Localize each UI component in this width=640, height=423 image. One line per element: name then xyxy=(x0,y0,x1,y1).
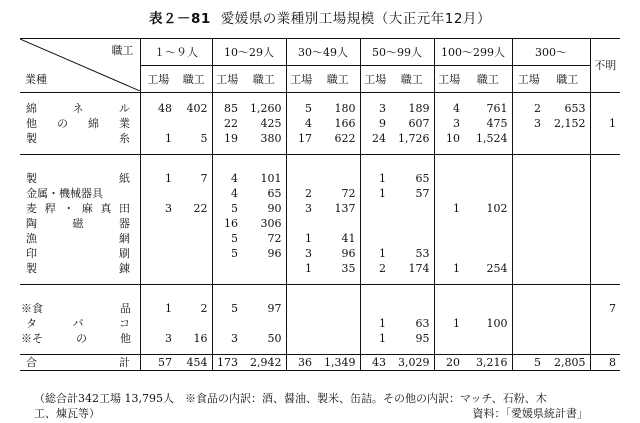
row-label-part: 他 xyxy=(120,332,131,345)
factory-count-cell xyxy=(512,186,545,201)
worker-count-cell: 102 xyxy=(486,202,508,215)
row-label-part: 紙 xyxy=(119,172,130,185)
unknown-cell xyxy=(590,171,620,186)
factory-count-cell xyxy=(512,231,545,246)
factory-count-cell xyxy=(434,301,464,316)
worker-count-cell xyxy=(176,116,212,131)
factory-count-cell: 24 xyxy=(360,131,390,146)
unknown-cell xyxy=(590,101,620,116)
factory-count-cell: 5 xyxy=(512,355,545,371)
row-label-part: の xyxy=(57,117,68,130)
worker-count-cell xyxy=(316,301,360,316)
unknown-cell: 1 xyxy=(590,116,620,131)
factory-count-cell: 3 xyxy=(140,331,176,346)
row-label-part: 製 xyxy=(26,172,37,185)
worker-count-cell: 761 xyxy=(486,102,508,115)
factory-count-cell xyxy=(140,116,176,131)
worker-count-cell: 95 xyxy=(415,332,430,345)
worker-count-cell xyxy=(390,231,434,246)
worker-count-cell: 2 xyxy=(200,302,208,315)
factory-count-header: 工場 xyxy=(512,66,545,93)
unknown-cell xyxy=(590,231,620,246)
worker-count-cell xyxy=(176,261,212,276)
factory-count-cell: 10 xyxy=(434,131,464,146)
factory-count-cell: 57 xyxy=(140,355,176,371)
table-row xyxy=(20,116,620,131)
factory-count-cell xyxy=(512,331,545,346)
unknown-cell xyxy=(590,131,620,146)
factory-count-cell xyxy=(512,216,545,231)
worker-count-cell: 137 xyxy=(334,202,356,215)
factory-count-cell: 5 xyxy=(286,101,316,116)
factory-count-cell: 3 xyxy=(286,246,316,261)
table-number: 表２－81 xyxy=(149,11,211,27)
row-label-part: ル xyxy=(119,102,130,115)
row-label xyxy=(20,171,140,186)
factory-count-cell: 3 xyxy=(512,116,545,131)
row-label-part: 品 xyxy=(120,302,131,315)
worker-count-cell xyxy=(242,316,286,331)
factory-count-cell xyxy=(434,186,464,201)
factory-count-cell: 1 xyxy=(360,316,390,331)
factory-count-cell xyxy=(212,261,242,276)
worker-count-cell: 3,216 xyxy=(464,355,512,371)
factory-count-cell: 2 xyxy=(512,101,545,116)
worker-count-cell: 402 xyxy=(186,102,208,115)
row-label-part: 錬 xyxy=(119,262,130,275)
row-label-part: 漁 xyxy=(26,232,37,245)
row-label-part: 合 xyxy=(26,356,37,369)
row-label xyxy=(20,231,140,246)
row-label xyxy=(20,216,140,231)
table-row xyxy=(20,186,620,201)
table-row xyxy=(20,301,620,316)
worker-count-header: 職工 xyxy=(242,66,286,93)
source-note: 資料：「愛媛県統計書」 xyxy=(472,407,588,420)
worker-count-cell xyxy=(176,231,212,246)
worker-count-cell xyxy=(316,331,360,346)
worker-count-cell xyxy=(545,186,590,201)
row-label-part: ※そ xyxy=(21,332,43,345)
factory-count-cell xyxy=(140,246,176,261)
worker-count-cell xyxy=(545,216,590,231)
group-header: 300～ xyxy=(512,39,590,66)
worker-count-cell: 454 xyxy=(176,355,212,371)
worker-count-cell xyxy=(390,201,434,216)
row-label-part: 真 xyxy=(100,202,112,215)
factory-count-cell xyxy=(434,246,464,261)
worker-count-cell: 5 xyxy=(200,132,208,145)
factory-count-cell: 4 xyxy=(286,116,316,131)
worker-count-cell: 2,805 xyxy=(545,355,590,371)
factory-count-cell xyxy=(286,331,316,346)
worker-count-cell: 72 xyxy=(267,232,282,245)
factory-count-cell xyxy=(512,246,545,261)
factory-count-cell: 5 xyxy=(212,246,242,261)
table-row xyxy=(20,316,620,331)
corner-label-industry: 業種 xyxy=(25,73,47,86)
factory-count-cell: 1 xyxy=(360,246,390,261)
worker-count-cell: 653 xyxy=(564,102,586,115)
row-label xyxy=(20,301,140,316)
unknown-cell xyxy=(590,216,620,231)
worker-count-cell: 35 xyxy=(341,262,356,275)
worker-count-cell: 2,942 xyxy=(242,355,286,371)
worker-count-cell: 22 xyxy=(193,202,208,215)
row-label-part: 他 xyxy=(26,117,37,130)
factory-count-cell: 85 xyxy=(212,101,242,116)
table-row xyxy=(20,101,620,116)
factory-count-cell xyxy=(434,171,464,186)
factory-count-cell xyxy=(140,261,176,276)
row-label-part: 麻 xyxy=(81,202,93,215)
table-row xyxy=(20,131,620,146)
factory-count-cell: 4 xyxy=(212,186,242,201)
table-body xyxy=(20,93,620,371)
table-title-text: 愛媛県の業種別工場規模（大正元年12月） xyxy=(220,11,491,27)
footnote-line-2: 工、煉瓦等） xyxy=(34,407,100,420)
row-label-part: 製 xyxy=(26,132,37,145)
factory-count-cell xyxy=(434,331,464,346)
factory-count-cell: 22 xyxy=(212,116,242,131)
worker-count-cell xyxy=(545,246,590,261)
unknown-cell xyxy=(590,331,620,346)
row-label-part: 金属・機械器具 xyxy=(26,187,103,200)
worker-count-cell: 166 xyxy=(334,117,356,130)
factory-count-header: 工場 xyxy=(286,66,316,93)
factory-count-cell: 16 xyxy=(212,216,242,231)
row-label-part: 業 xyxy=(119,117,130,130)
factory-count-cell: 1 xyxy=(360,171,390,186)
corner-label-workers: 職工 xyxy=(111,44,134,57)
factory-count-cell: 36 xyxy=(286,355,316,371)
unknown-cell xyxy=(590,246,620,261)
worker-count-cell: 41 xyxy=(341,232,356,245)
worker-count-cell xyxy=(464,171,512,186)
row-label xyxy=(20,186,140,201)
row-label-part: ※食 xyxy=(21,302,43,315)
row-label-part: 器 xyxy=(119,217,130,230)
unknown-cell xyxy=(590,316,620,331)
worker-count-cell xyxy=(464,331,512,346)
worker-count-cell: 65 xyxy=(267,187,282,200)
worker-count-cell: 65 xyxy=(415,172,430,185)
row-label-part: 綿 xyxy=(26,102,37,115)
worker-count-cell: 16 xyxy=(193,332,208,345)
worker-count-cell xyxy=(176,216,212,231)
worker-count-cell: 53 xyxy=(415,247,430,260)
worker-count-cell xyxy=(390,216,434,231)
worker-count-header: 職工 xyxy=(176,66,212,93)
worker-count-cell xyxy=(464,231,512,246)
row-label xyxy=(20,101,140,116)
worker-count-cell: 425 xyxy=(260,117,282,130)
worker-count-cell xyxy=(176,316,212,331)
unknown-cell xyxy=(590,261,620,276)
total-row xyxy=(20,355,620,371)
table-row xyxy=(20,246,620,261)
table-title xyxy=(0,7,640,27)
factory-count-cell xyxy=(286,216,316,231)
factory-count-cell xyxy=(360,231,390,246)
worker-count-cell xyxy=(242,261,286,276)
factory-count-cell: 4 xyxy=(434,101,464,116)
worker-count-cell: 97 xyxy=(267,302,282,315)
factory-count-cell: 1 xyxy=(140,131,176,146)
factory-count-cell xyxy=(212,316,242,331)
factory-count-cell: 173 xyxy=(212,355,242,371)
unknown-cell xyxy=(590,201,620,216)
worker-count-cell xyxy=(316,216,360,231)
table-row xyxy=(20,331,620,346)
table-row xyxy=(20,216,620,231)
worker-count-cell: 180 xyxy=(334,102,356,115)
worker-count-cell xyxy=(176,186,212,201)
factory-count-cell: 3 xyxy=(212,331,242,346)
worker-count-cell: 254 xyxy=(486,262,508,275)
row-label xyxy=(20,331,140,346)
worker-count-header: 職工 xyxy=(464,66,512,93)
group-spacer xyxy=(20,346,620,355)
worker-count-cell: 174 xyxy=(408,262,430,275)
worker-count-cell: 96 xyxy=(267,247,282,260)
group-spacer xyxy=(20,276,620,285)
factory-count-cell: 1 xyxy=(434,316,464,331)
worker-count-cell: 101 xyxy=(260,172,282,185)
factory-count-cell: 1 xyxy=(434,201,464,216)
row-label-part: 麦 xyxy=(26,202,37,215)
worker-count-cell: 72 xyxy=(341,187,356,200)
row-label xyxy=(20,355,140,371)
factory-count-cell: 1 xyxy=(360,186,390,201)
factory-count-cell: 5 xyxy=(212,301,242,316)
row-label xyxy=(20,131,140,146)
worker-count-cell xyxy=(545,316,590,331)
factory-count-cell xyxy=(512,201,545,216)
worker-count-header: 職工 xyxy=(316,66,360,93)
factory-count-header: 工場 xyxy=(212,66,242,93)
worker-count-cell: 306 xyxy=(260,217,282,230)
row-label-part: 刷 xyxy=(119,247,130,260)
factory-count-cell xyxy=(434,216,464,231)
row-label-part: 稈 xyxy=(44,202,56,215)
factory-count-cell xyxy=(286,301,316,316)
factory-count-cell: 48 xyxy=(140,101,176,116)
worker-count-cell xyxy=(390,301,434,316)
worker-count-cell: 622 xyxy=(334,132,356,145)
worker-count-cell xyxy=(545,231,590,246)
factory-count-cell: 17 xyxy=(286,131,316,146)
row-label-part: 綿 xyxy=(88,117,99,130)
factory-count-cell xyxy=(286,171,316,186)
footnote-line-1: （総合計342工場 13,795人 ※食品の内訳：酒、醤油、製米、缶詰。その他の内訳：マッチ、石粉、木 xyxy=(34,392,547,405)
worker-count-cell: 1,349 xyxy=(316,355,360,371)
row-label-part: バ xyxy=(72,317,84,330)
row-label-part: の xyxy=(76,332,87,345)
factory-count-cell xyxy=(140,216,176,231)
factory-count-cell: 4 xyxy=(212,171,242,186)
worker-count-cell xyxy=(545,201,590,216)
factory-count-cell xyxy=(512,261,545,276)
factory-count-cell: 1 xyxy=(140,301,176,316)
worker-count-cell xyxy=(464,216,512,231)
worker-count-cell: 3,029 xyxy=(390,355,434,371)
group-header: 100～299人 xyxy=(434,39,512,66)
group-spacer xyxy=(20,293,620,301)
worker-count-cell: 7 xyxy=(200,172,208,185)
row-label-part: コ xyxy=(119,317,130,330)
group-spacer xyxy=(20,163,620,171)
factory-count-cell xyxy=(140,186,176,201)
worker-count-header: 職工 xyxy=(390,66,434,93)
unknown-cell xyxy=(590,186,620,201)
worker-count-cell xyxy=(464,246,512,261)
worker-count-cell xyxy=(176,246,212,261)
factory-count-cell: 19 xyxy=(212,131,242,146)
row-label-part: ・ xyxy=(63,202,75,215)
factory-count-cell xyxy=(434,231,464,246)
worker-count-cell xyxy=(464,301,512,316)
row-label-part: 製 xyxy=(26,262,37,275)
factory-count-header: 工場 xyxy=(434,66,464,93)
worker-count-cell: 1,260 xyxy=(250,102,282,115)
row-label xyxy=(20,116,140,131)
factory-count-cell xyxy=(512,316,545,331)
group-spacer xyxy=(20,93,620,102)
group-spacer xyxy=(20,146,620,155)
worker-count-cell: 380 xyxy=(260,132,282,145)
worker-count-cell: 90 xyxy=(267,202,282,215)
factory-count-cell: 3 xyxy=(286,201,316,216)
row-label-part: 磁 xyxy=(72,217,84,230)
factory-count-cell: 5 xyxy=(212,231,242,246)
worker-count-cell: 475 xyxy=(486,117,508,130)
worker-count-cell: 96 xyxy=(341,247,356,260)
worker-count-cell xyxy=(545,331,590,346)
row-label-part: 糸 xyxy=(119,132,130,145)
unknown-cell: 8 xyxy=(590,355,620,371)
factory-count-cell xyxy=(512,131,545,146)
worker-count-cell: 57 xyxy=(415,187,430,200)
group-spacer xyxy=(20,285,620,294)
factory-count-cell xyxy=(512,301,545,316)
table-row xyxy=(20,231,620,246)
factory-count-cell xyxy=(140,316,176,331)
group-header: １～９人 xyxy=(140,39,212,66)
factory-count-cell: 9 xyxy=(360,116,390,131)
row-label xyxy=(20,316,140,331)
worker-count-cell: 1,726 xyxy=(398,132,430,145)
worker-count-cell: 189 xyxy=(408,102,430,115)
factory-count-cell: 3 xyxy=(434,116,464,131)
worker-count-cell: 2,152 xyxy=(554,117,586,130)
row-label xyxy=(20,246,140,261)
worker-count-cell xyxy=(545,131,590,146)
row-label-part: 田 xyxy=(118,202,130,215)
worker-count-cell: 607 xyxy=(408,117,430,130)
table-row xyxy=(20,261,620,276)
factory-scale-table xyxy=(20,38,620,371)
group-header: 50～99人 xyxy=(360,39,434,66)
worker-count-cell xyxy=(545,301,590,316)
group-header: 10～29人 xyxy=(212,39,286,66)
factory-count-cell: 1 xyxy=(140,171,176,186)
row-label-part: タ xyxy=(26,317,37,330)
factory-count-cell xyxy=(286,316,316,331)
row-label xyxy=(20,261,140,276)
table-row xyxy=(20,171,620,186)
worker-count-header: 職工 xyxy=(545,66,590,93)
factory-count-cell xyxy=(360,201,390,216)
factory-count-cell: 1 xyxy=(434,261,464,276)
factory-count-header: 工場 xyxy=(360,66,390,93)
worker-count-cell xyxy=(545,261,590,276)
factory-count-cell: 20 xyxy=(434,355,464,371)
worker-count-cell: 63 xyxy=(415,317,430,330)
factory-count-header: 工場 xyxy=(140,66,176,93)
factory-count-cell: 2 xyxy=(286,186,316,201)
factory-count-cell: 5 xyxy=(212,201,242,216)
row-label-part: 計 xyxy=(119,356,130,369)
factory-count-cell xyxy=(140,231,176,246)
factory-count-cell: 3 xyxy=(360,101,390,116)
group-header: 30～49人 xyxy=(286,39,360,66)
factory-count-cell: 43 xyxy=(360,355,390,371)
unknown-cell: 7 xyxy=(590,301,620,316)
factory-count-cell: 1 xyxy=(286,231,316,246)
factory-count-cell xyxy=(512,171,545,186)
factory-count-cell: 3 xyxy=(140,201,176,216)
unknown-header: 不明 xyxy=(590,39,620,93)
worker-count-cell xyxy=(316,316,360,331)
worker-count-cell: 1,524 xyxy=(476,132,508,145)
row-label-part: 網 xyxy=(119,232,130,245)
row-label xyxy=(20,201,140,216)
row-label-part: 印 xyxy=(26,247,37,260)
header-corner-cell xyxy=(20,39,140,93)
factory-count-cell: 1 xyxy=(286,261,316,276)
group-spacer xyxy=(20,155,620,164)
factory-count-cell xyxy=(360,301,390,316)
worker-count-cell: 100 xyxy=(486,317,508,330)
worker-count-cell xyxy=(316,171,360,186)
factory-count-cell: 1 xyxy=(360,331,390,346)
factory-count-cell: 2 xyxy=(360,261,390,276)
worker-count-cell xyxy=(545,171,590,186)
row-label-part: 陶 xyxy=(26,217,37,230)
worker-count-cell: 50 xyxy=(267,332,282,345)
factory-count-cell xyxy=(360,216,390,231)
worker-count-cell xyxy=(464,186,512,201)
table-row xyxy=(20,201,620,216)
row-label-part: ネ xyxy=(72,102,84,115)
